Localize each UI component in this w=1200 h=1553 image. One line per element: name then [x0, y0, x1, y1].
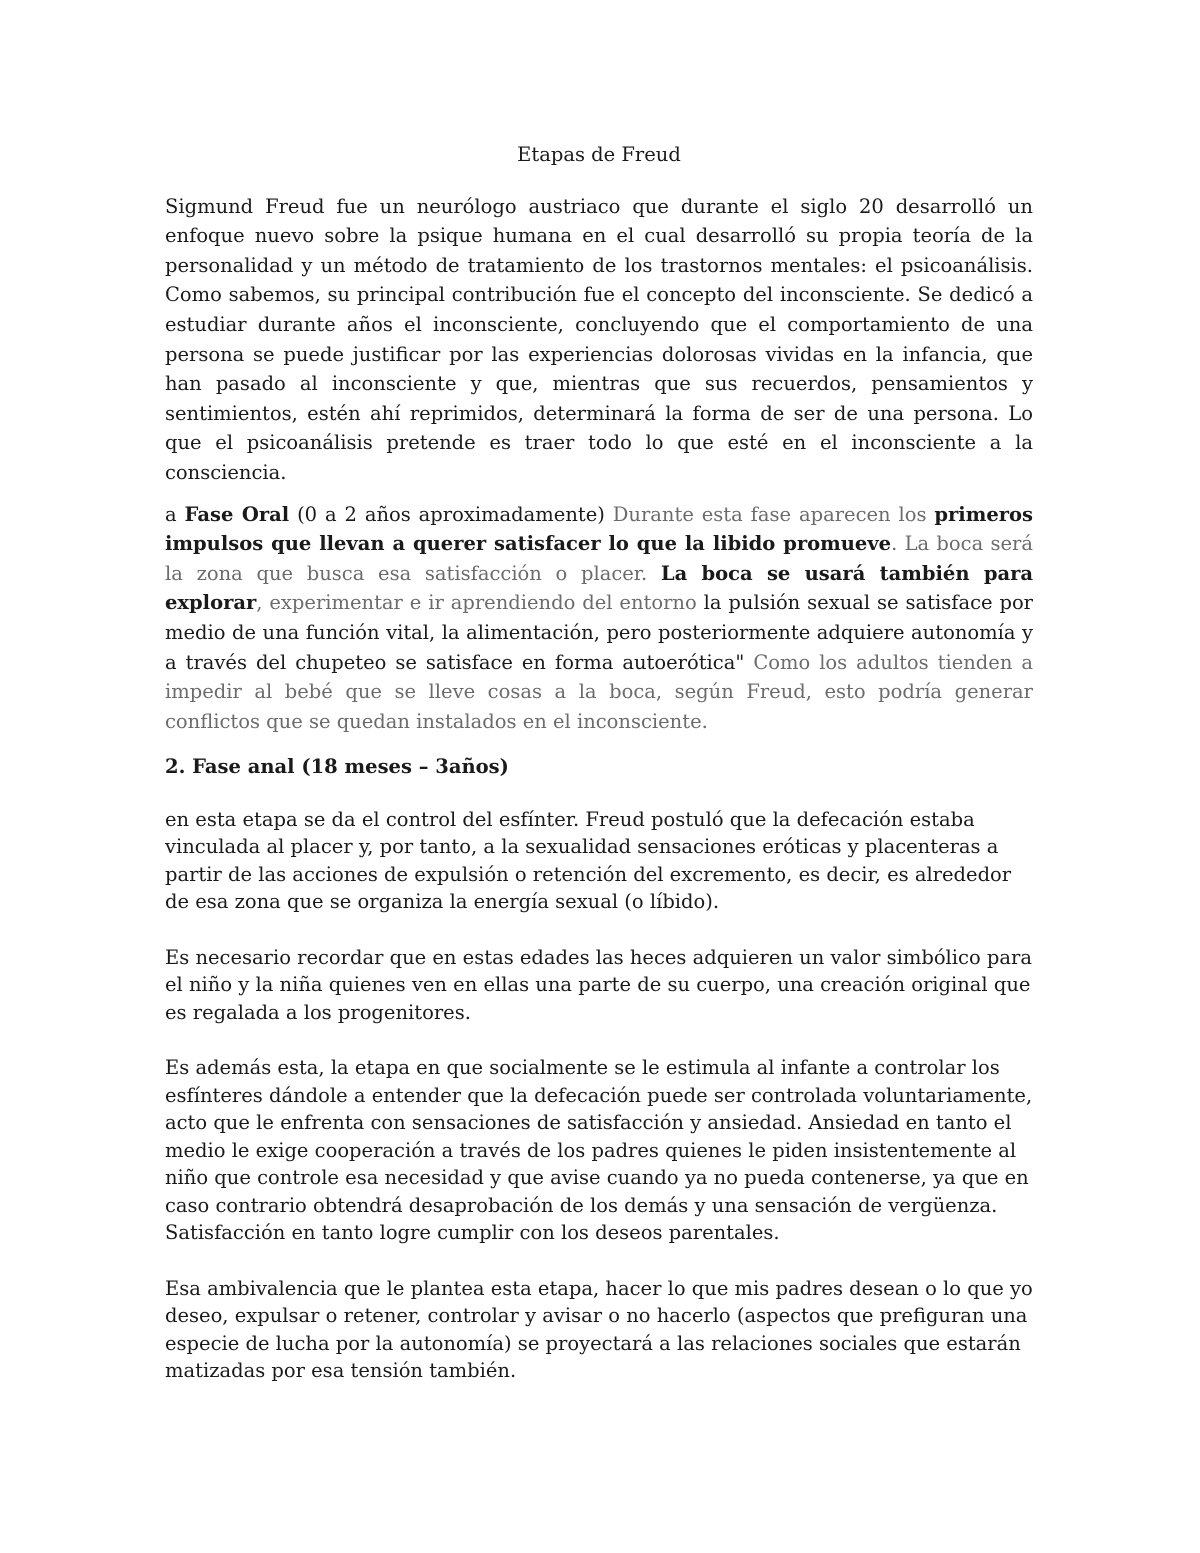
oral-prefix: a [165, 502, 185, 526]
oral-gray-text-2: . La boca será la zona que busca esa satisfacción o placer. [165, 532, 1033, 585]
anal-paragraph-2: Es necesario recordar que en estas edades las heces adquieren un valor simbólico para el niño y la niña quienes ven en ellas una parte de su cuerpo, una creación original que es regalada a los progenitores. [165, 945, 1032, 1024]
intro-paragraph: Sigmund Freud fue un neurólogo austriaco que durante el siglo 20 desarrolló un enfoque nuevo sobre la psique humana en el cual desarrolló su propia teoría de la personalidad y un método de tratamiento de los trastornos mentales: el psicoanálisis. Como sabemos, su principal contribución fue el concepto del inconsciente. Se dedicó a estudiar durante años el inconsciente, concluyendo que el comportamiento de una persona se puede justificar por las experiencias dolorosas vividas en la infancia, que han pasado al inconsciente y que, mientras que sus recuerdos, pensamientos y sentimientos, estén ahí reprimidos, determinará la forma de ser de una persona. Lo que el psicoanálisis pretende es traer todo lo que esté en el inconsciente a la consciencia. [165, 194, 1033, 484]
anal-paragraph-1: en esta etapa se da el control del esfínter. Freud postuló que la defecación estaba vinculada al placer y, por tanto, a la sexualidad sensaciones eróticas y placenteras a partir de las acciones de expulsión o retención del excremento, es decir, es alrededor de esa zona que se organiza la energía sexual (o líbido). [165, 807, 1012, 914]
document-title: Etapas de Freud [517, 143, 681, 166]
oral-gray-text-3: , experimentar e ir aprendiendo del entorno [256, 591, 697, 615]
document-page [165, 140, 1033, 1413]
anal-stage-heading: 2. Fase anal (18 meses – 3años) [165, 755, 509, 779]
oral-bold-text-2: La boca se usará también para explorar [165, 561, 1033, 615]
oral-bold-text-1: primeros impulsos que llevan a querer satisfacer lo que la libido promueve [165, 502, 1034, 556]
anal-paragraph-4: Esa ambivalencia que le plantea esta etapa, hacer lo que mis padres desean o lo que yo deseo, expulsar o retener, controlar y avisar o no hacerlo (aspectos que prefiguran una especie de lucha por la autonomía) se proyectará a las relaciones sociales que estarán matizadas por esa tensión también. [165, 1276, 1033, 1383]
anal-paragraph-3: Es además esta, la etapa en que socialmente se le estimula al infante a controlar los esfínteres dándole a entender que la defecación puede ser controlada voluntariamente, acto que le enfrenta con sensaciones de satisfacción y ansiedad. Ansiedad en tanto el medio le exige cooperación a través de los padres quienes le piden insistentemente al niño que controle esa necesidad y que avise cuando ya no pueda contenerse, ya que en caso contrario obtendrá desaprobación de los demás y una sensación de vergüenza. Satisfacción en tanto logre cumplir con los deseos parentales. [165, 1056, 1033, 1245]
oral-stage-name: Fase Oral [184, 502, 290, 526]
oral-gray-text-4: Como los adultos tienden a impedir al bebé que se lleve cosas a la boca, según Freud, esto podría generar conflictos que se quedan instalados en el inconsciente. [165, 650, 1034, 733]
oral-text-1: la pulsión sexual se satisface por medio de una función vital, la alimentación, pero posteriormente adquiere autonomía y a través del chupeteo se satisface en forma autoerótica" [165, 591, 1034, 674]
oral-age-range: (0 a 2 años aproximadamente) [289, 502, 613, 526]
oral-stage-paragraph [165, 500, 1033, 737]
oral-gray-text-1: Durante esta fase aparecen los [612, 502, 935, 526]
